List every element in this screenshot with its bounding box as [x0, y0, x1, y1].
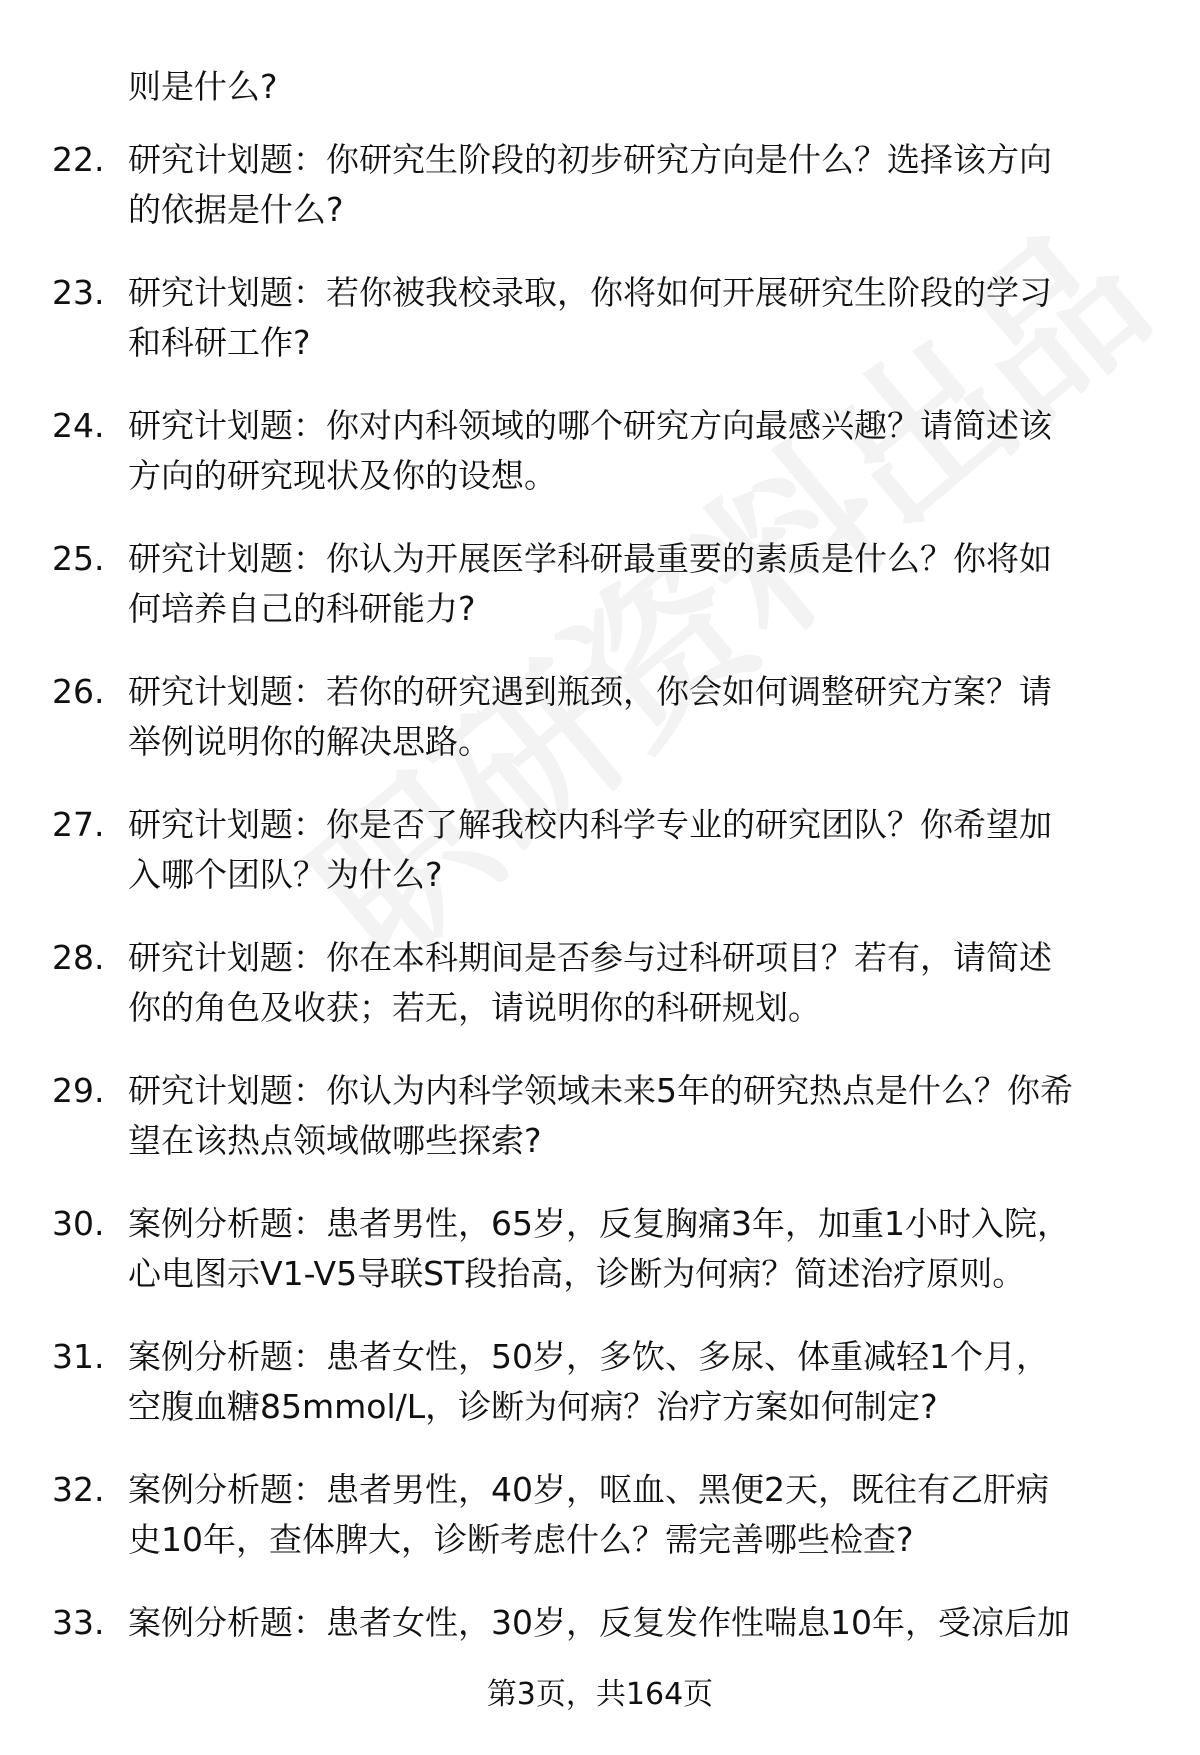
question-item — [0, 401, 1200, 534]
question-number: 22. — [52, 140, 105, 179]
question-number: 32. — [52, 1470, 105, 1509]
question-item — [0, 268, 1200, 401]
question-number: 26. — [52, 672, 105, 711]
question-line: 望在该热点领域做哪些探索? — [128, 1121, 542, 1160]
question-line: 你的角色及收获；若无，请说明你的科研规划。 — [128, 988, 821, 1027]
question-number: 25. — [52, 539, 105, 578]
question-text — [128, 800, 1173, 900]
question-item — [0, 1465, 1200, 1598]
question-line: 举例说明你的解决思路。 — [128, 722, 491, 761]
question-line: 研究计划题：你对内科领域的哪个研究方向最感兴趣？请简述该 — [128, 406, 1052, 445]
question-line: 方向的研究现状及你的设想。 — [128, 456, 557, 495]
question-line: 入哪个团队？为什么? — [128, 855, 443, 894]
question-item — [0, 1066, 1200, 1199]
question-text — [128, 1199, 1173, 1299]
question-number: 33. — [52, 1603, 105, 1642]
question-line: 研究计划题：若你被我校录取，你将如何开展研究生阶段的学习 — [128, 273, 1052, 312]
question-number: 27. — [52, 805, 105, 844]
question-line: 研究计划题：你是否了解我校内科学专业的研究团队？你希望加 — [128, 805, 1052, 844]
question-line: 案例分析题：患者男性，65岁，反复胸痛3年，加重1小时入院， — [128, 1204, 1070, 1243]
question-item — [0, 667, 1200, 800]
question-line: 心电图示V1-V5导联ST段抬高，诊断为何病？简述治疗原则。 — [128, 1254, 1026, 1293]
question-line: 何培养自己的科研能力? — [128, 589, 476, 628]
question-line: 案例分析题：患者女性，50岁，多饮、多尿、体重减轻1个月， — [128, 1337, 1049, 1376]
question-number: 30. — [52, 1204, 105, 1243]
question-text — [128, 268, 1173, 368]
question-number: 28. — [52, 938, 105, 977]
question-text — [128, 1598, 1173, 1648]
question-text — [128, 534, 1173, 634]
question-number: 23. — [52, 273, 105, 312]
question-list — [0, 135, 1200, 1731]
question-item — [0, 800, 1200, 933]
question-text — [128, 667, 1173, 767]
question-line: 研究计划题：你认为内科学领域未来5年的研究热点是什么？你希 — [128, 1071, 1073, 1110]
question-line: 研究计划题：若你的研究遇到瓶颈，你会如何调整研究方案？请 — [128, 672, 1052, 711]
question-line: 研究计划题：你研究生阶段的初步研究方向是什么？选择该方向 — [128, 140, 1052, 179]
question-line: 的依据是什么? — [128, 190, 344, 229]
question-text — [128, 1066, 1173, 1166]
question-item — [0, 1332, 1200, 1465]
question-number: 24. — [52, 406, 105, 445]
question-number: 29. — [52, 1071, 105, 1110]
question-line: 案例分析题：患者女性，30岁，反复发作性喘息10年，受凉后加 — [128, 1603, 1070, 1642]
question-item — [0, 933, 1200, 1066]
question-item — [0, 135, 1200, 268]
question-line: 研究计划题：你在本科期间是否参与过科研项目？若有，请简述 — [128, 938, 1052, 977]
question-continuation: 则是什么? — [128, 67, 278, 106]
page-footer: 第3页，共164页 — [486, 1677, 714, 1712]
question-text — [128, 135, 1173, 235]
question-text — [128, 933, 1173, 1033]
question-text — [128, 1465, 1173, 1565]
question-line: 研究计划题：你认为开展医学科研最重要的素质是什么？你将如 — [128, 539, 1052, 578]
question-number: 31. — [52, 1337, 105, 1376]
question-text — [128, 401, 1173, 501]
question-line: 空腹血糖85mmol/L，诊断为何病？治疗方案如何制定? — [128, 1387, 938, 1426]
question-item — [0, 1199, 1200, 1332]
question-line: 和科研工作? — [128, 323, 311, 362]
question-item — [0, 534, 1200, 667]
question-text — [128, 1332, 1173, 1432]
question-line: 史10年，查体脾大，诊断考虑什么？需完善哪些检查? — [128, 1520, 914, 1559]
question-line: 案例分析题：患者男性，40岁，呕血、黑便2天，既往有乙肝病 — [128, 1470, 1049, 1509]
